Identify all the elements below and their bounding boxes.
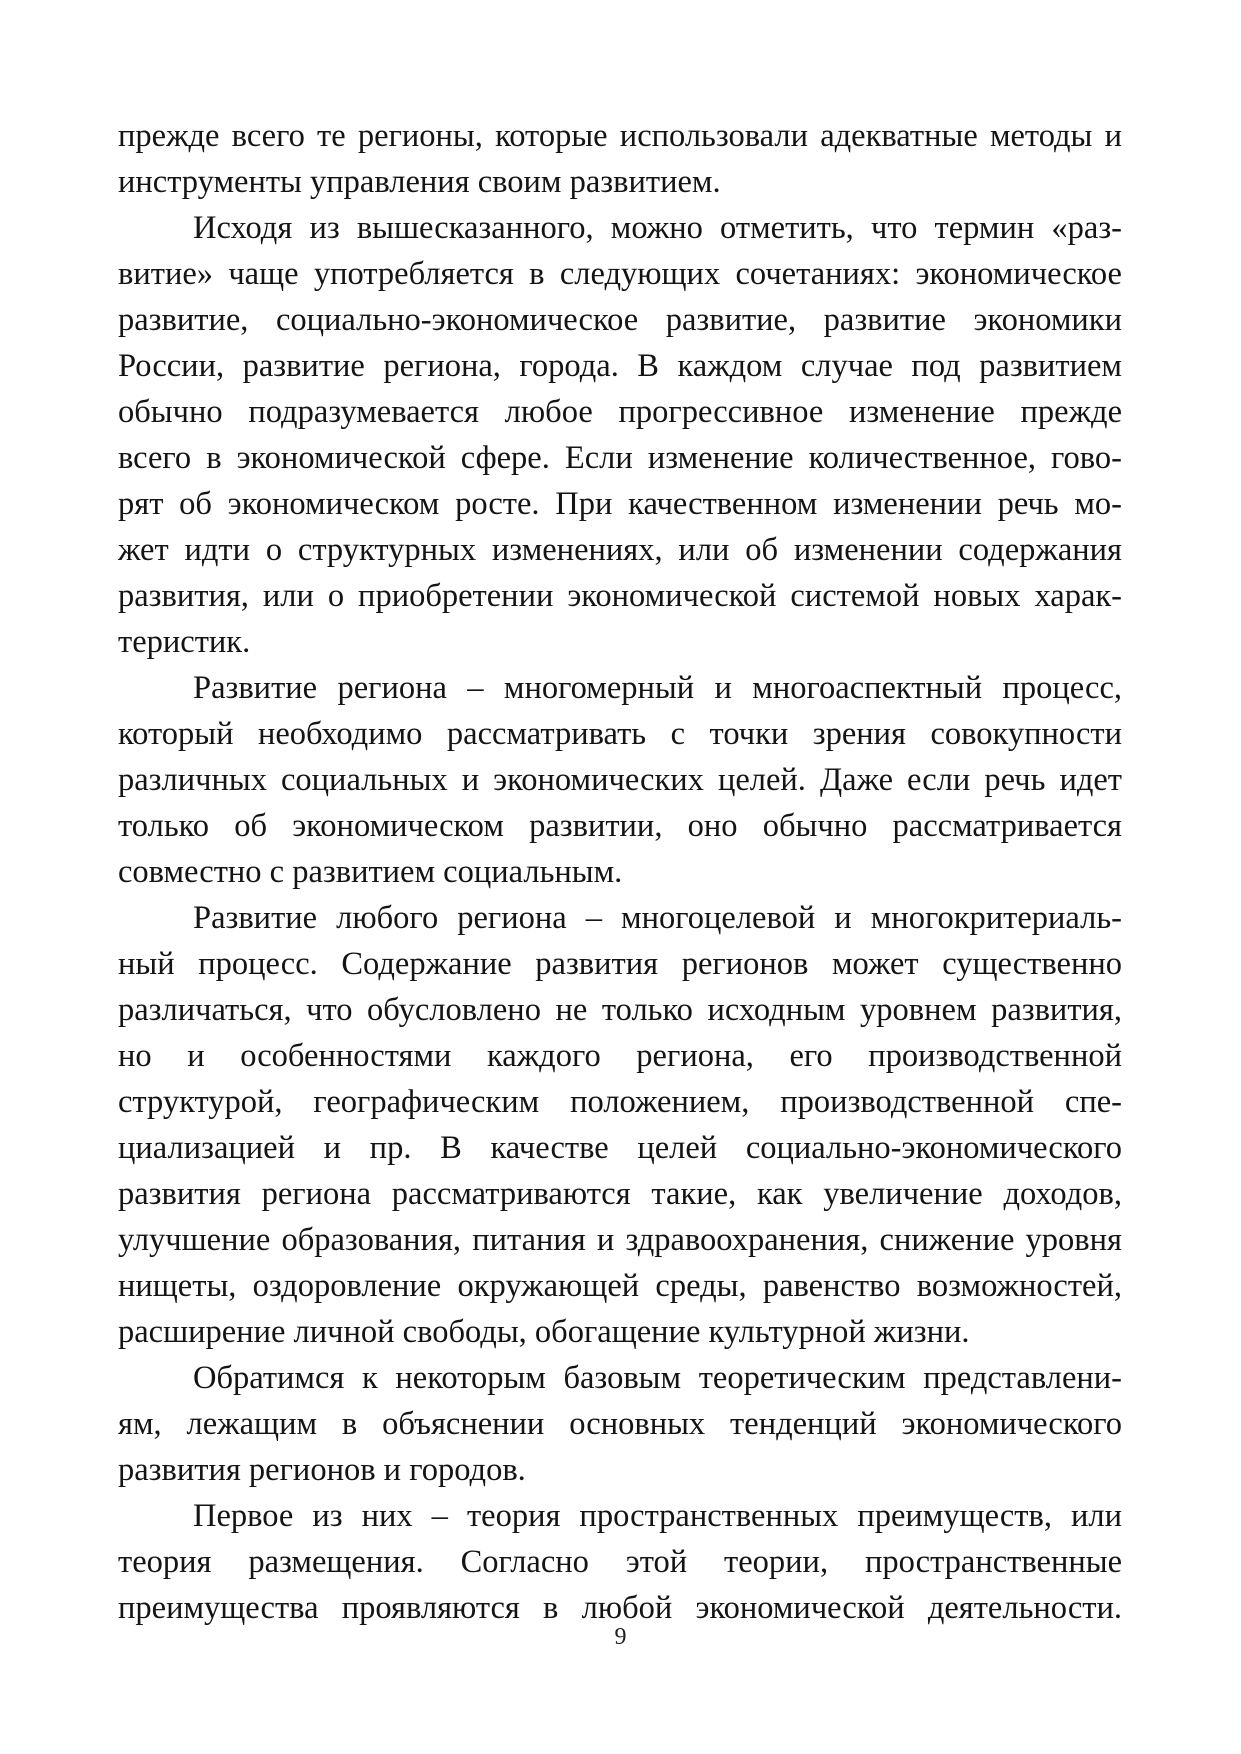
- text-line: Развитие региона – многомерный и многоаспектный процесс,: [193, 670, 1122, 706]
- text-line: всего в экономической сфере. Если изменение количественное, гово-: [118, 440, 1122, 476]
- page-body-text: [118, 113, 1122, 1631]
- paragraph-3: [118, 665, 1122, 895]
- text-line: Развитие любого региона – многоцелевой и многокритериаль-: [193, 900, 1122, 936]
- text-line: нищеты, оздоровление окружающей среды, равенство возможностей,: [118, 1268, 1122, 1304]
- text-line: который необходимо рассматривать с точки зрения совокупности: [118, 716, 1122, 752]
- text-line: структурой, географическим положением, производственной спе-: [118, 1084, 1122, 1120]
- text-line: прежде всего те регионы, которые использовали адекватные методы и: [118, 118, 1122, 154]
- text-line: развития регионов и городов.: [118, 1452, 526, 1488]
- text-line: развитие, социально-экономическое развитие, развитие экономики: [118, 302, 1122, 338]
- paragraph-5: [118, 1355, 1122, 1493]
- text-line: инструменты управления своим развитием.: [118, 164, 721, 200]
- text-line: России, развитие региона, города. В каждом случае под развитием: [118, 348, 1122, 384]
- text-line: развития, или о приобретении экономической системой новых харак-: [118, 578, 1122, 614]
- text-line: теория размещения. Согласно этой теории, пространственные: [118, 1544, 1122, 1580]
- text-line: различаться, что обусловлено не только исходным уровнем развития,: [118, 992, 1122, 1028]
- text-line: теристик.: [118, 624, 251, 660]
- text-line: различных социальных и экономических целей. Даже если речь идет: [118, 762, 1122, 798]
- text-line: развития региона рассматриваются такие, как увеличение доходов,: [118, 1176, 1122, 1212]
- text-line: обычно подразумевается любое прогрессивное изменение прежде: [118, 394, 1122, 430]
- paragraph-6: [118, 1493, 1122, 1631]
- text-line: совместно с развитием социальным.: [118, 854, 623, 890]
- text-line: улучшение образования, питания и здравоохранения, снижение уровня: [118, 1222, 1122, 1258]
- text-line: рят об экономическом росте. При качественном изменении речь мо-: [118, 486, 1122, 522]
- page-number: 9: [614, 1624, 627, 1650]
- text-line: Исходя из вышесказанного, можно отметить, что термин «раз-: [193, 210, 1122, 246]
- paragraph-4: [118, 895, 1122, 1355]
- text-line: жет идти о структурных изменениях, или об изменении содержания: [118, 532, 1122, 568]
- text-line: преимущества проявляются в любой экономической деятельности.: [118, 1590, 1122, 1626]
- text-line: только об экономическом развитии, оно обычно рассматривается: [118, 808, 1122, 844]
- text-line: витие» чаще употребляется в следующих сочетаниях: экономическое: [118, 256, 1122, 292]
- text-line: циализацией и пр. В качестве целей социально-экономического: [118, 1130, 1122, 1166]
- text-line: расширение личной свободы, обогащение культурной жизни.: [118, 1314, 970, 1350]
- text-line: Обратимся к некоторым базовым теоретическим представлени-: [193, 1360, 1122, 1396]
- text-line: но и особенностями каждого региона, его производственной: [118, 1038, 1122, 1074]
- paragraph-2: [118, 205, 1122, 665]
- text-line: Первое из них – теория пространственных преимуществ, или: [193, 1498, 1122, 1534]
- text-line: ный процесс. Содержание развития регионов может существенно: [118, 946, 1122, 982]
- text-line: ям, лежащим в объяснении основных тенденций экономического: [118, 1406, 1122, 1442]
- paragraph-1: [118, 113, 1122, 205]
